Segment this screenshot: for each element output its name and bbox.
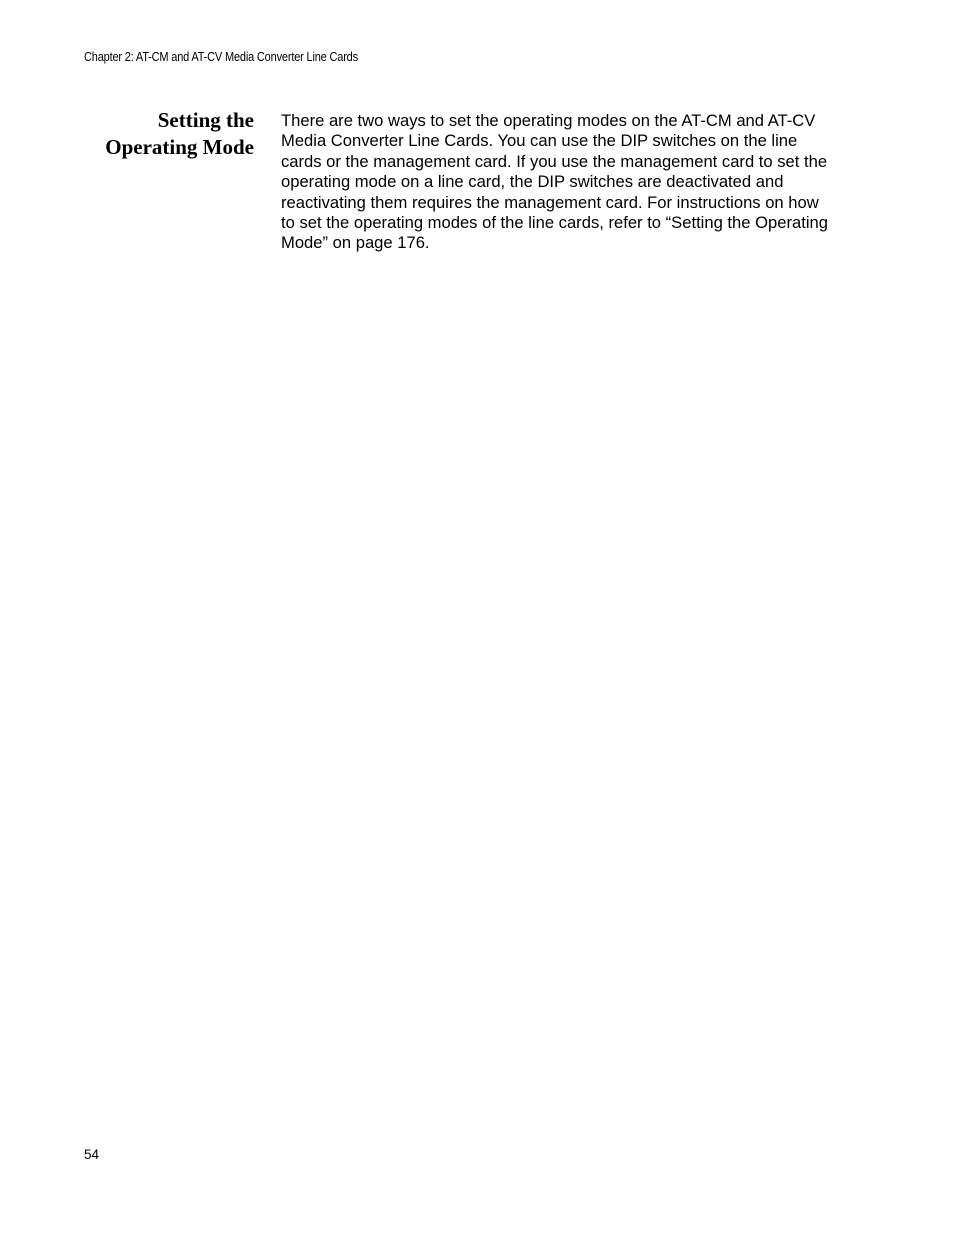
body-line-4: operating mode on a line card, the DIP switches are deactivated and: [281, 172, 784, 192]
body-line-1: There are two ways to set the operating modes on the AT-CM and AT-CV: [281, 111, 816, 130]
body-line-3: cards or the management card. If you use the management card to set the: [281, 151, 828, 171]
section-heading-line-2: Operating Mode: [105, 135, 254, 159]
body-line-7: Mode” on page 176.: [281, 233, 430, 253]
section-heading-line-1: Setting the: [157, 108, 254, 132]
body-line-6: to set the operating modes of the line cards, refer to “Setting the Operating: [281, 213, 828, 233]
section-heading: [60, 107, 254, 161]
running-header: Chapter 2: AT-CM and AT-CV Media Converter Line Cards: [84, 50, 358, 64]
page-number: 54: [84, 1147, 100, 1162]
body-line-2: Media Converter Line Cards. You can use the DIP switches on the line: [281, 131, 798, 151]
body-line-5: reactivating them requires the management card. For instructions on how: [281, 192, 819, 212]
section-body-paragraph: [281, 111, 851, 254]
